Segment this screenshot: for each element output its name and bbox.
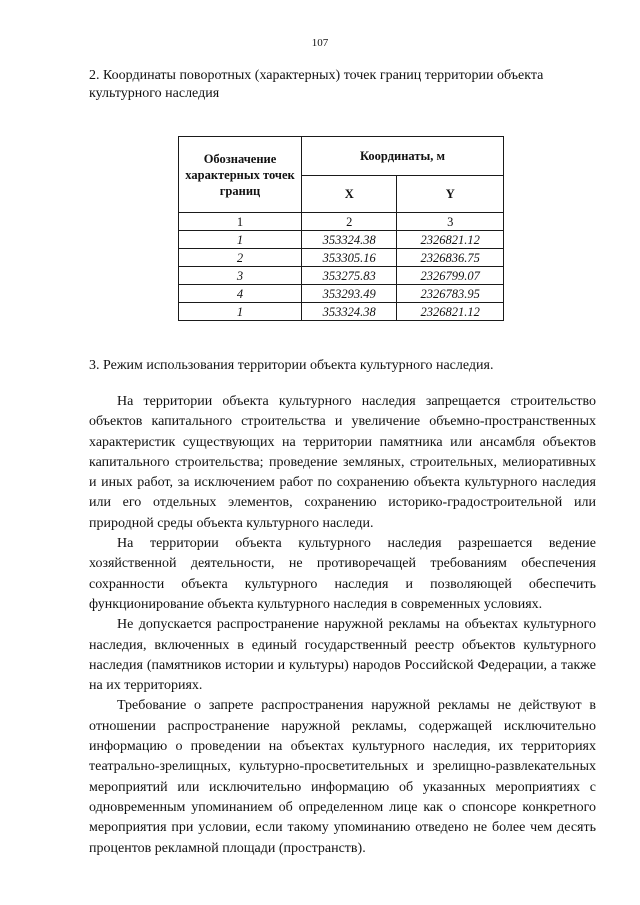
header-y: Y	[397, 176, 504, 213]
y-cell: 2326821.12	[397, 303, 504, 321]
table-row	[179, 231, 504, 249]
header-point-designation: Обозначение характерных точек границ	[179, 137, 302, 213]
y-cell: 2326821.12	[397, 231, 504, 249]
coordinates-table	[178, 136, 504, 321]
point-cell: 3	[179, 267, 302, 285]
point-cell: 1	[179, 231, 302, 249]
x-cell: 353293.49	[302, 285, 397, 303]
y-cell: 2326799.07	[397, 267, 504, 285]
table-row	[179, 249, 504, 267]
x-cell: 353324.38	[302, 231, 397, 249]
page-number: 107	[311, 37, 329, 49]
header-coordinates: Координаты, м	[302, 137, 504, 176]
point-cell: 4	[179, 285, 302, 303]
table-row	[179, 267, 504, 285]
x-cell: 353275.83	[302, 267, 397, 285]
table-row	[179, 303, 504, 321]
paragraph-advertising-ban: Не допускается распространение наружной рекламы на объектах культурного наследия, включенных в единый государственный реестр объектов культурного наследия (памятников истории и культуры) народов Российской Федерации, а также на их территориях.	[89, 617, 596, 694]
paragraph-advertising-exception: Требование о запрете распространения наружной рекламы не действуют в отношении распространение наружной рекламы, содержащей исключительно информацию о проведении на объектах культурного наследия, их территориях театрально-зрелищных, культурно-просветительных и зрелищно-развлекательных мероприятий или исключительно информацию об указанных мероприятиях с одновременным упоминанием об определенном лице как о спонсоре конкретного мероприятия при условии, если такому упоминанию отведено не более чем десять процентов рекламной площади (пространств).	[89, 698, 596, 856]
paragraph-permitted-activity: На территории объекта культурного наследия разрешается ведение хозяйственной деятельности, не противоречащей требованиям обеспечения сохранности объекта культурного наследия и позволяющей обеспечить функционирование объекта культурного наследия в современных условиях.	[89, 536, 596, 612]
section-3-body	[89, 392, 596, 859]
section-2-heading: 2. Координаты поворотных (характерных) точек границ территории объекта культурного наследия	[89, 68, 544, 101]
point-cell: 1	[179, 303, 302, 321]
paragraph-prohibitions: На территории объекта культурного наследия запрещается строительство объектов капитального строительства и увеличение объемно-пространственных характеристик существующих на территории памятника или ансамбля объектов капитального строительства; проведение земляных, строительных, мелиоративных и иных работ, за исключением работ по сохранению объекта культурного наследия или его отдельных элементов, сохранению историко-градостроительной или природной среды объекта культурного наследи.	[89, 394, 596, 531]
column-index-cell: 2	[302, 213, 397, 231]
x-cell: 353324.38	[302, 303, 397, 321]
section-3-heading: 3. Режим использования территории объекта культурного наследия.	[89, 358, 494, 373]
column-index-cell: 3	[397, 213, 504, 231]
column-index-cell: 1	[179, 213, 302, 231]
point-cell: 2	[179, 249, 302, 267]
header-x: X	[302, 176, 397, 213]
table-row	[179, 285, 504, 303]
y-cell: 2326836.75	[397, 249, 504, 267]
column-index-row	[179, 213, 504, 231]
y-cell: 2326783.95	[397, 285, 504, 303]
x-cell: 353305.16	[302, 249, 397, 267]
